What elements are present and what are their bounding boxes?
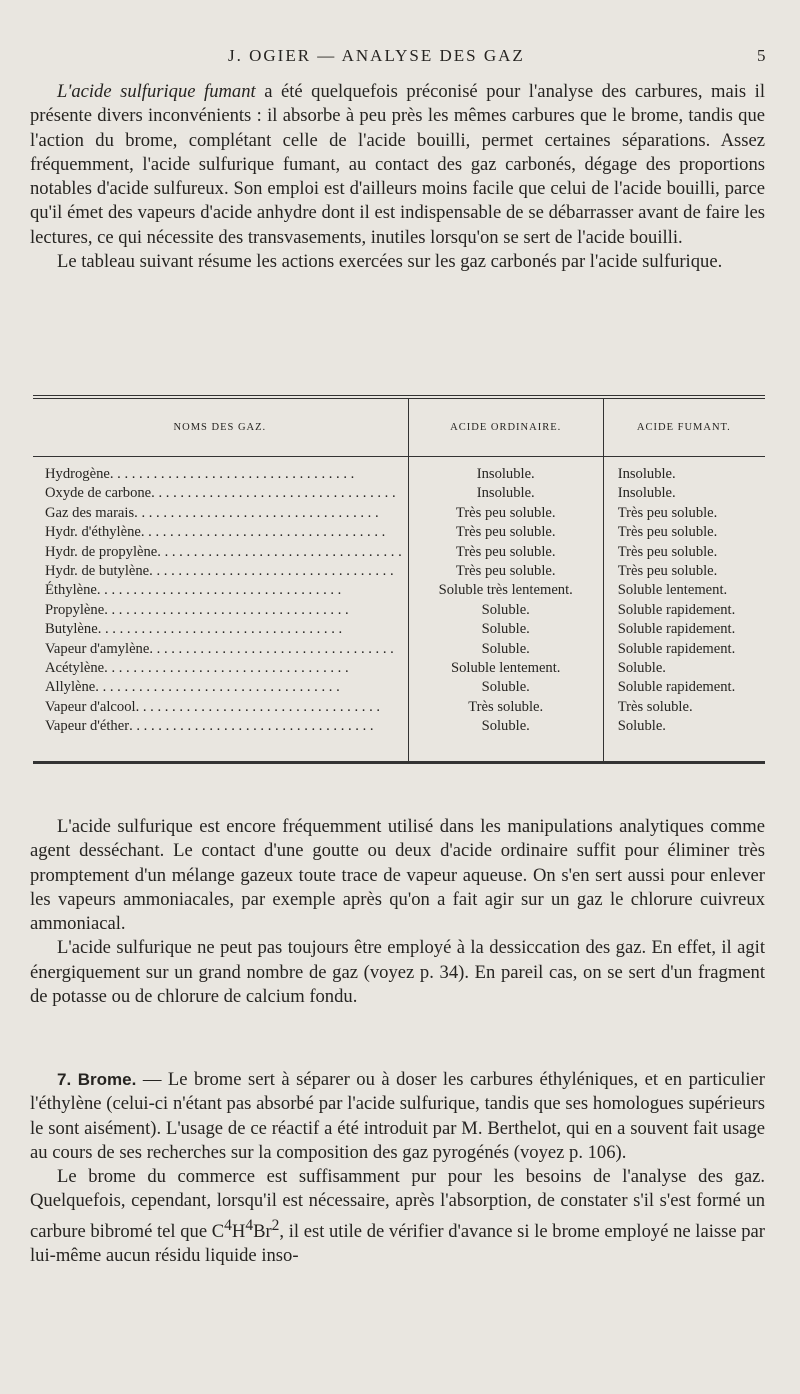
- bromine-paragraph-2-end: , il est utile de vérifier d'avance si le brome employé ne laisse par lui-même aucun résidu liquide inso-: [30, 1220, 765, 1267]
- gas-name-cell: [33, 581, 408, 600]
- gas-name-cell: [33, 523, 408, 542]
- gas-name-cell: [33, 457, 408, 485]
- fuming-acid-cell: Soluble rapidement.: [603, 601, 765, 620]
- emphasized-term: L'acide sulfurique fumant: [57, 81, 256, 102]
- gas-name: Propylène: [45, 601, 105, 618]
- col-header-gas-names: NOMS DES GAZ.: [33, 397, 408, 457]
- intro-paragraph-2: Le tableau suivant résume les actions exercées sur les gaz carbonés par l'acide sulfurique.: [57, 251, 723, 273]
- fuming-acid-cell: Soluble.: [603, 717, 765, 762]
- bromine-paragraph-1: [30, 1068, 765, 1165]
- intro-paragraph-1-body: a été quelquefois préconisé pour l'analyse des carbures, mais il présente divers inconvénients : il absorbe à peu près les mêmes carbures que le brome, tandis que l'action du brome, complétant celle de l'acide bouilli, permet certaines séparations. Assez fréquemment, l'acide sulfurique fumant, au contact des gaz carbonés, dégage des proportions notables d'acide sulfureux. Son emploi est d'ailleurs moins facile que celui de l'acide bouilli, parce qu'il émet des vapeurs d'acide anhydre dont il est indispensable de se débarrasser avant de faire les lectures, ce qui nécessite des transvasements, inutiles lorsqu'on se sert de l'acide bouilli.: [30, 81, 765, 248]
- ordinary-acid-cell: Soluble lentement.: [408, 659, 603, 678]
- ordinary-acid-cell: Soluble.: [408, 717, 603, 762]
- table-row: [33, 698, 765, 717]
- fuming-acid-cell: Soluble rapidement.: [603, 678, 765, 697]
- gas-name: Acétylène: [45, 660, 105, 677]
- ordinary-acid-cell: Soluble.: [408, 640, 603, 659]
- gas-name: Éthylène: [45, 582, 97, 599]
- table-row: [33, 717, 765, 762]
- dot-leader: . . . . . . . . . . . . . . . . . . . . . . . . . . . . . . . . . .: [135, 698, 381, 715]
- gas-name: Vapeur d'amylène: [45, 640, 150, 657]
- table-row: [33, 659, 765, 678]
- gas-name-cell: [33, 620, 408, 639]
- dessiccation-paragraph: L'acide sulfurique ne peut pas toujours être employé à la dessiccation des gaz. En effet, il agit énergiquement sur un grand nombre de gaz (voyez p. 34). En pareil cas, on se sert d'un fragment de potasse ou de chlorure de calcium fondu.: [30, 937, 765, 1008]
- fuming-acid-cell: Très peu soluble.: [603, 543, 765, 562]
- fuming-acid-cell: Soluble rapidement.: [603, 640, 765, 659]
- ordinary-acid-cell: Très soluble.: [408, 698, 603, 717]
- table-row: [33, 504, 765, 523]
- intro-text: [30, 80, 765, 274]
- formula-sub-c: 4: [224, 1216, 232, 1234]
- gas-name-cell: [33, 543, 408, 562]
- fuming-acid-cell: Très peu soluble.: [603, 523, 765, 542]
- ordinary-acid-cell: Très peu soluble.: [408, 543, 603, 562]
- ordinary-acid-cell: Très peu soluble.: [408, 523, 603, 542]
- gas-name-cell: [33, 640, 408, 659]
- ordinary-acid-cell: Très peu soluble.: [408, 504, 603, 523]
- gas-name: Hydrogène: [45, 466, 110, 482]
- bromine-paragraph-2: [30, 1165, 765, 1268]
- dot-leader: . . . . . . . . . . . . . . . . . . . . . . . . . . . . . . . . . .: [104, 660, 349, 677]
- gas-name: Hydr. de propylène: [45, 543, 158, 560]
- ordinary-acid-cell: Très peu soluble.: [408, 562, 603, 581]
- gas-name: Allylène: [45, 679, 96, 696]
- ordinary-acid-cell: Soluble.: [408, 601, 603, 620]
- dot-leader: . . . . . . . . . . . . . . . . . . . . . . . . . . . . . . . . . .: [151, 485, 396, 502]
- fuming-acid-cell: Soluble lentement.: [603, 581, 765, 600]
- bromine-paragraph-2-start: Le brome du commerce est suffisamment pur pour les besoins de l'analyse des gaz. Quelquefois, cependant, lorsqu'il est nécessaire, après l'absorption, de constater s'il s'est formé un carbure bibromé tel que C: [30, 1166, 765, 1242]
- dot-leader: . . . . . . . . . . . . . . . . . . . . . . . . . . . . . . . . . .: [149, 563, 394, 580]
- dot-leader: . . . . . . . . . . . . . . . . . . . . . . . . . . . . . . . . . .: [157, 543, 402, 560]
- fuming-acid-cell: Soluble.: [603, 659, 765, 678]
- col-header-ordinary-acid: ACIDE ORDINAIRE.: [408, 397, 603, 457]
- table-row: [33, 581, 765, 600]
- dot-leader: . . . . . . . . . . . . . . . . . . . . . . . . . . . . . . . . . .: [140, 524, 386, 541]
- fuming-acid-cell: Très peu soluble.: [603, 562, 765, 581]
- gas-name: Hydr. de butylène: [45, 563, 150, 580]
- table-row: [33, 620, 765, 639]
- table-row: [33, 523, 765, 542]
- gas-name-cell: [33, 698, 408, 717]
- running-title: J. OGIER — ANALYSE DES GAZ: [228, 46, 525, 65]
- table-row: [33, 601, 765, 620]
- gas-name-cell: [33, 601, 408, 620]
- table-row: [33, 640, 765, 659]
- after-table-text: [30, 815, 765, 1009]
- section-heading: 7. Brome.: [57, 1070, 137, 1089]
- gas-name-cell: [33, 562, 408, 581]
- formula-sub-br: 2: [271, 1216, 280, 1234]
- ordinary-acid-cell: Soluble très lentement.: [408, 581, 603, 600]
- gas-name-cell: [33, 484, 408, 503]
- gas-name-cell: [33, 504, 408, 523]
- bromine-section: [30, 1068, 765, 1269]
- drying-agent-paragraph: L'acide sulfurique est encore fréquemment utilisé dans les manipulations analytiques comme agent desséchant. Le contact d'une goutte ou deux d'acide ordinaire suffit pour éliminer très promptement d'un mélange gazeux toute trace de vapeur aqueuse. On s'en sert aussi pour enlever les vapeurs ammoniacales, par exemple après qu'on a fait agir sur un gaz le chlorure cuivreux ammoniacal.: [30, 816, 765, 935]
- gas-name: Butylène: [45, 621, 98, 638]
- fuming-acid-cell: Soluble rapidement.: [603, 620, 765, 639]
- running-header: [0, 46, 800, 68]
- dot-leader: . . . . . . . . . . . . . . . . . . . . . . . . . . . . . . . . . .: [95, 679, 340, 696]
- fuming-acid-cell: Insoluble.: [603, 484, 765, 503]
- gas-name-cell: [33, 717, 408, 762]
- table-header-row: [33, 397, 765, 457]
- formula-h: H: [231, 1220, 246, 1242]
- dot-leader: . . . . . . . . . . . . . . . . . . . . . . . . . . . . . . . . . .: [149, 640, 394, 657]
- ordinary-acid-cell: Soluble.: [408, 678, 603, 697]
- table-row: [33, 678, 765, 697]
- gas-name: Gaz des marais: [45, 504, 135, 521]
- gas-name-cell: [33, 678, 408, 697]
- fuming-acid-cell: Très soluble.: [603, 698, 765, 717]
- gas-name-cell: [33, 659, 408, 678]
- dot-leader: . . . . . . . . . . . . . . . . . . . . . . . . . . . . . . . . . .: [96, 582, 342, 599]
- gas-name: Hydr. d'éthylène: [45, 524, 141, 541]
- dot-leader: . . . . . . . . . . . . . . . . . . . . . . . . . . . . . . . . . .: [109, 466, 355, 482]
- page-number: 5: [757, 46, 768, 65]
- fuming-acid-cell: Très peu soluble.: [603, 504, 765, 523]
- table-row: [33, 457, 765, 485]
- gas-solubility-table: [33, 395, 765, 764]
- ordinary-acid-cell: Insoluble.: [408, 484, 603, 503]
- formula-sub-h: 4: [245, 1216, 254, 1234]
- gas-name: Vapeur d'alcool: [45, 698, 136, 715]
- table-row: [33, 543, 765, 562]
- dot-leader: . . . . . . . . . . . . . . . . . . . . . . . . . . . . . . . . . .: [134, 504, 379, 521]
- formula-br: Br: [253, 1220, 272, 1242]
- table-row: [33, 562, 765, 581]
- table-row: [33, 484, 765, 503]
- table-body: [33, 457, 765, 763]
- dot-leader: . . . . . . . . . . . . . . . . . . . . . . . . . . . . . . . . . .: [104, 601, 349, 618]
- gas-name: Oxyde de carbone: [45, 485, 152, 502]
- col-header-fuming-acid: ACIDE FUMANT.: [603, 397, 765, 457]
- fuming-acid-cell: Insoluble.: [603, 457, 765, 485]
- bromine-paragraph-1-body: — Le brome sert à séparer ou à doser les carbures éthyléniques, et en particulier l'éthylène (celui-ci n'étant pas absorbé par l'acide sulfurique, tandis que ses homologues supérieurs le sont aisément). L'usage de ce réactif a été introduit par M. Berthelot, qui en a souvent fait usage au cours de ses recherches sur la composition des gaz pyrogénés (voyez p. 106).: [30, 1069, 765, 1163]
- intro-paragraph-1: [30, 80, 765, 250]
- dot-leader: . . . . . . . . . . . . . . . . . . . . . . . . . . . . . . . . . .: [129, 718, 374, 735]
- dot-leader: . . . . . . . . . . . . . . . . . . . . . . . . . . . . . . . . . .: [97, 621, 343, 638]
- gas-name: Vapeur d'éther: [45, 718, 130, 735]
- ordinary-acid-cell: Insoluble.: [408, 457, 603, 485]
- ordinary-acid-cell: Soluble.: [408, 620, 603, 639]
